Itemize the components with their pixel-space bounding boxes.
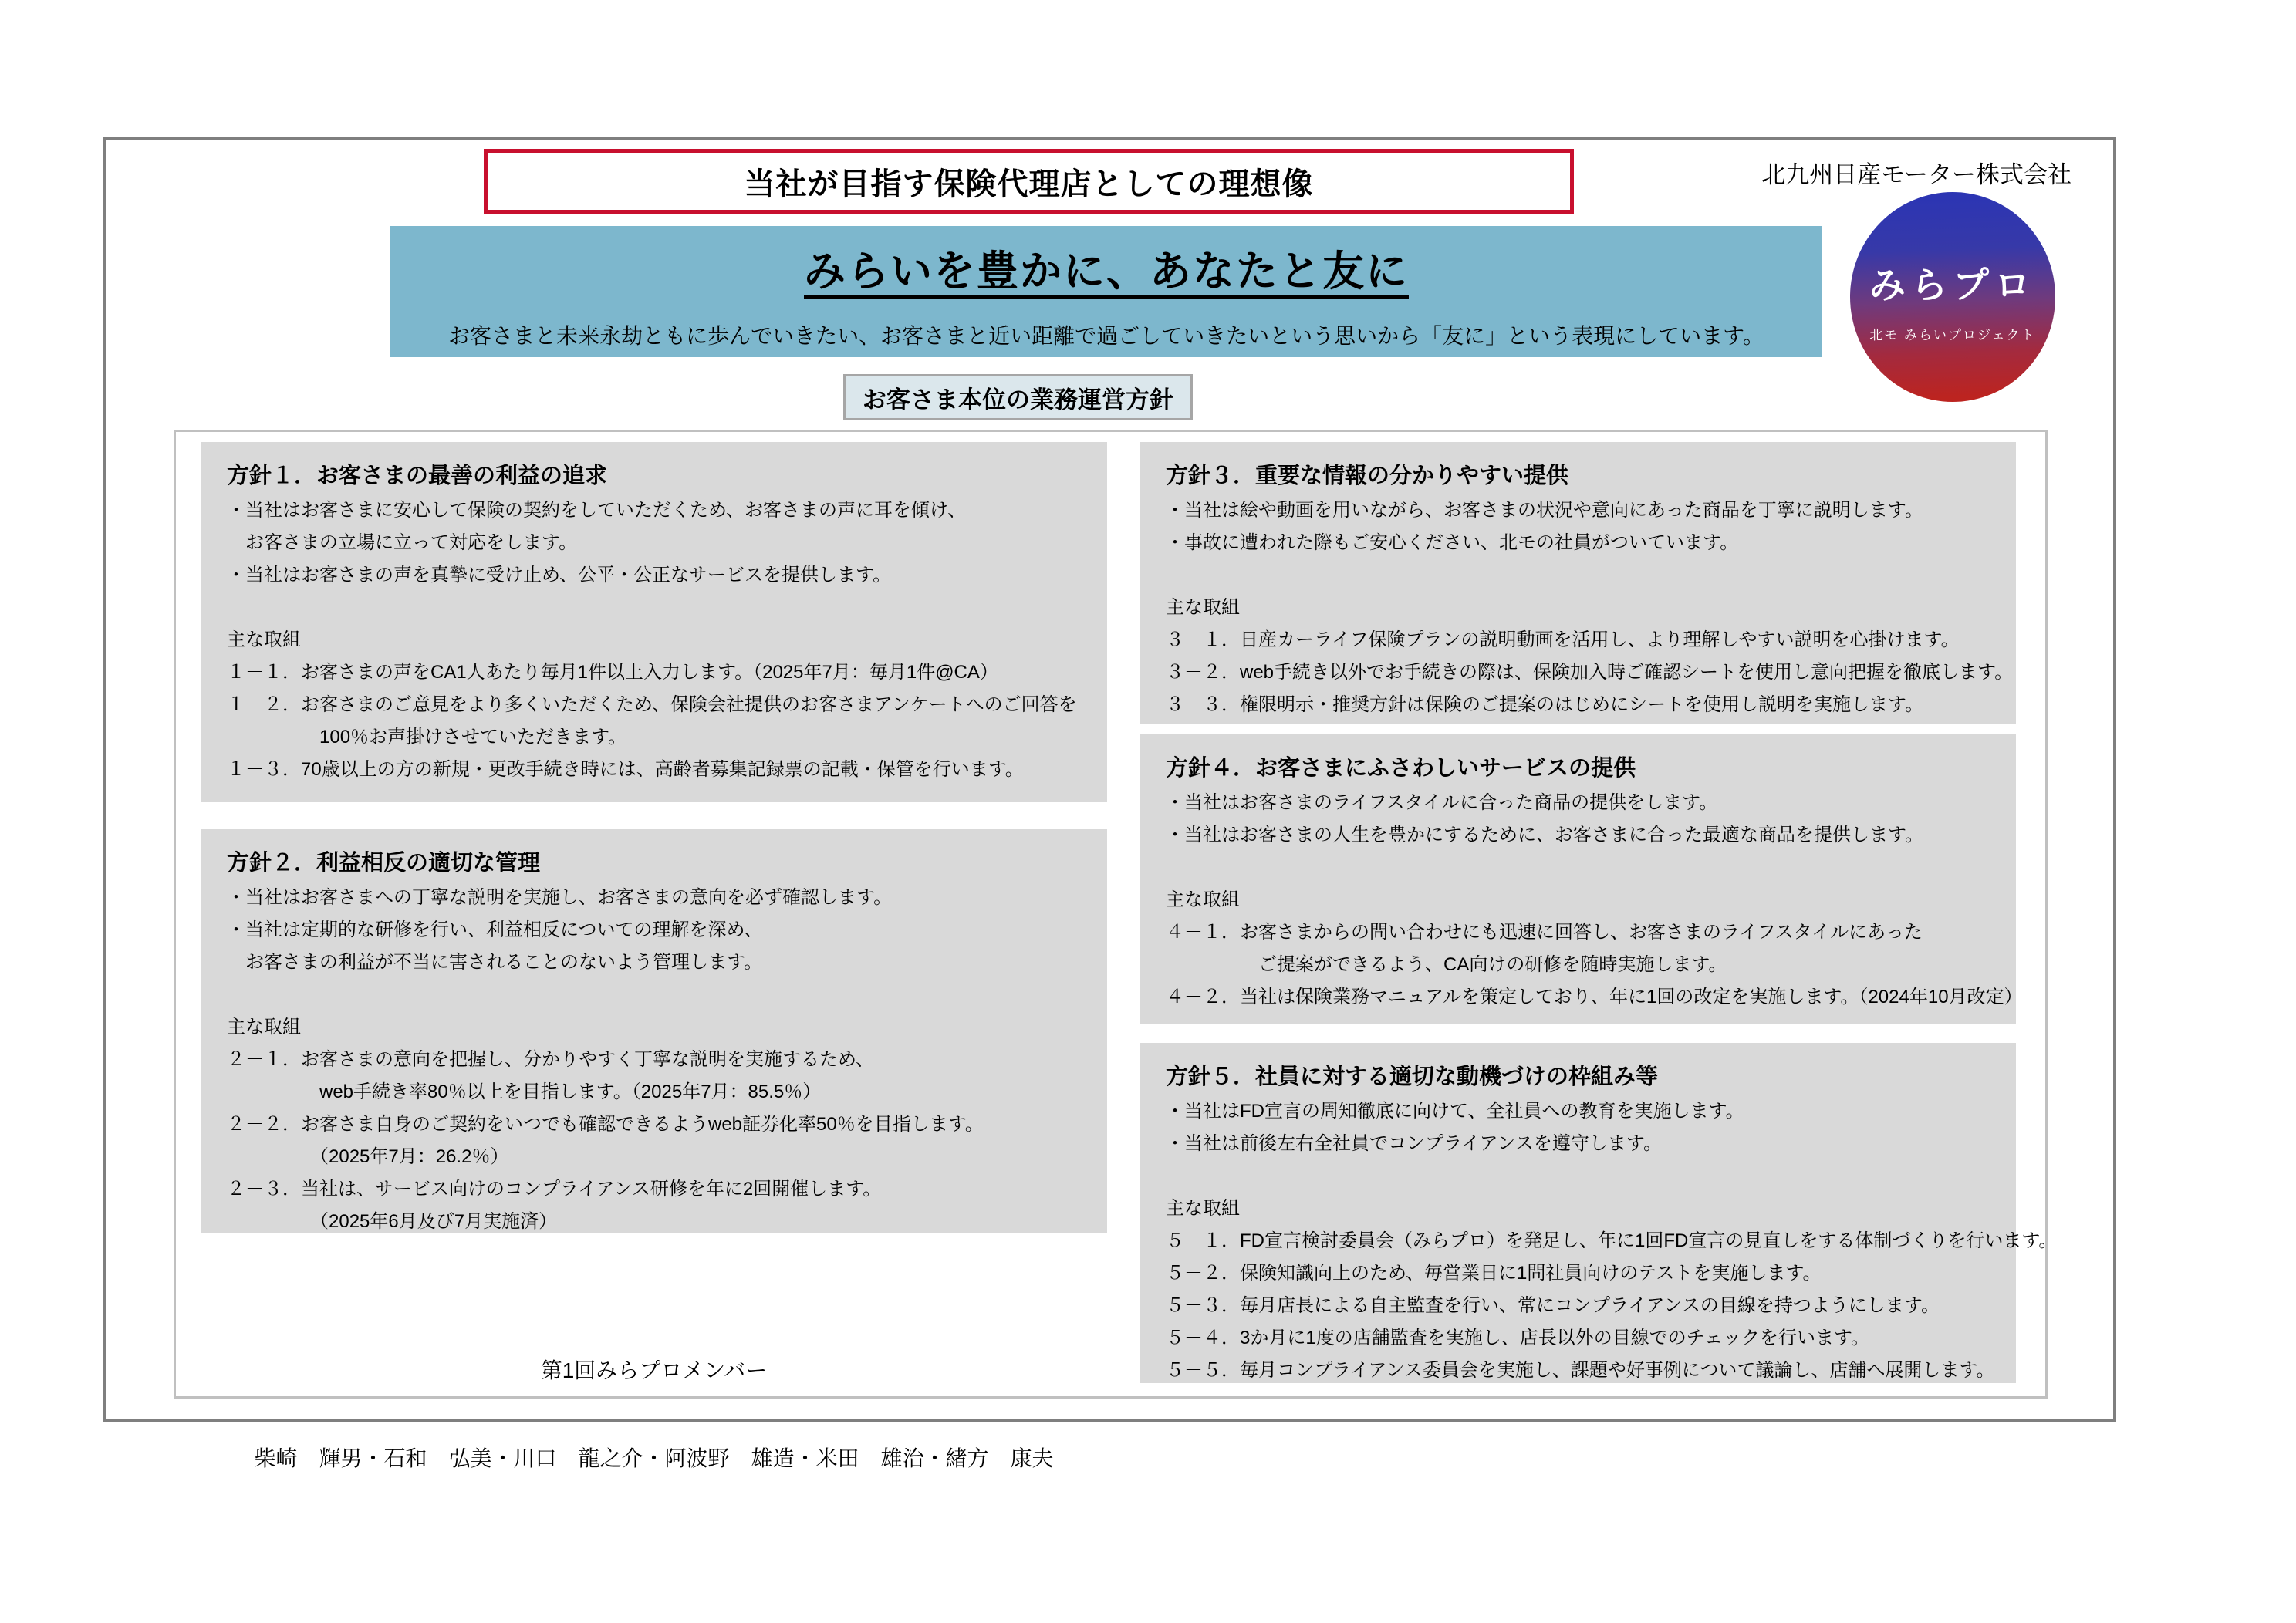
policy-title: 方針３．重要な情報の分かりやすい提供 xyxy=(1166,464,1569,488)
policy-bullet: ・当社はお客さまへの丁寧な説明を実施し、お客さまの意向を必ず確認します。 xyxy=(227,887,893,908)
policy-bullet: お客さまの立場に立って対応をします。 xyxy=(227,532,578,553)
policy-title: 方針５．社員に対する適切な動機づけの枠組み等 xyxy=(1166,1065,1659,1089)
policy-item: ５－２．保険知識向上のため、毎営業日に1問社員向けのテストを実施します。 xyxy=(1166,1263,1822,1284)
policy-bullet: ・事故に遭われた際もご安心ください、北モの社員がついています。 xyxy=(1166,532,1739,553)
policy-item: ３－３．権限明示・推奨方針は保険のご提案のはじめにシートを使用し説明を実施します。 xyxy=(1166,694,1924,715)
policy-bullet: ・当社はお客さまのライフスタイルに合った商品の提供をします。 xyxy=(1166,792,1718,813)
policy-item: （2025年7月：26.2％） xyxy=(227,1146,509,1167)
policy-item: ２－１．お客さまの意向を把握し、分かりやすく丁寧な説明を実施するため、 xyxy=(227,1049,875,1070)
slogan-heading: みらいを豊かに、あなたと友に xyxy=(804,248,1409,295)
policy-item: ２－２．お客さま自身のご契約をいつでも確認できるようweb証券化率50％を目指します。 xyxy=(227,1114,984,1135)
policy-item: １－１．お客さまの声をCA1人あたり毎月1件以上入力します。（2025年7月：毎月1件@CA） xyxy=(227,662,998,683)
members-names: 柴崎 輝男・石和 弘美・川口 龍之介・阿波野 雄造・米田 雄治・緒方 康夫 xyxy=(254,1446,1054,1470)
policy-bullet: ・当社はお客さまの声を真摯に受け止め、公平・公正なサービスを提供します。 xyxy=(227,565,892,585)
policy-bullet: ・当社はお客さまの人生を豊かにするために、お客さまに合った最適な商品を提供します。 xyxy=(1166,825,1924,845)
policy-item: web手続き率80％以上を目指します。（2025年7月：85.5％） xyxy=(227,1081,822,1102)
members-note xyxy=(201,1297,1107,1532)
policy-title: 方針２．利益相反の適切な管理 xyxy=(227,851,541,876)
policy-bullet: ・当社はお客さまに安心して保険の契約をしていただくため、お客さまの声に耳を傾け、 xyxy=(227,500,967,521)
initiatives-label: 主な取組 xyxy=(227,1017,301,1038)
policy-item: １－３．70歳以上の方の新規・更改手続き時には、高齢者募集記録票の記載・保管を行います。 xyxy=(227,759,1024,780)
policy-box-5 xyxy=(1140,1043,2058,1383)
section-header xyxy=(843,374,1193,420)
policy-item: ５－３．毎月店長による自主監査を行い、常にコンプライアンスの目線を持つようにします。 xyxy=(1166,1295,1940,1316)
page-title: 当社が目指す保険代理店としての理想像 xyxy=(744,167,1314,201)
policy-item: ５－１．FD宣言検討委員会（みらプロ）を発足し、年に1回FD宣言の見直しをする体制づくりを行います。 xyxy=(1166,1230,2058,1251)
initiatives-label: 主な取組 xyxy=(1166,597,1240,618)
policy-item: ４－２．当社は保険業務マニュアルを策定しており、年に1回の改定を実施します。（2024年10月改定） xyxy=(1166,987,2023,1007)
logo-main-text: みらプロ xyxy=(1869,265,2036,305)
initiatives-label: 主な取組 xyxy=(227,629,301,650)
policy-bullet: ・当社は定期的な研修を行い、利益相反についての理解を深め、 xyxy=(227,919,763,940)
policy-item: （2025年6月及び7月実施済） xyxy=(227,1211,558,1232)
policy-bullet: お客さまの利益が不当に害されることのないよう管理します。 xyxy=(227,952,763,973)
policy-item: ご提案ができるよう、CA向けの研修を随時実施します。 xyxy=(1166,954,1727,975)
members-title: 第1回みらプロメンバー xyxy=(540,1358,768,1382)
policy-box-4 xyxy=(1140,734,2023,1024)
policy-item: 100％お声掛けさせていただきます。 xyxy=(227,727,627,747)
initiatives-label: 主な取組 xyxy=(1166,1198,1240,1219)
policy-bullet: ・当社は絵や動画を用いながら、お客さまの状況や意向にあった商品を丁寧に説明します。 xyxy=(1166,500,1923,521)
policy-bullet: ・当社は前後左右全社員でコンプライアンスを遵守します。 xyxy=(1166,1133,1662,1154)
policy-item: ５－４．3か月に1度の店舗監査を実施し、店長以外の目線でのチェックを行います。 xyxy=(1166,1328,1870,1348)
policy-title: 方針４．お客さまにふさわしいサービスの提供 xyxy=(1166,756,1636,781)
slogan-banner xyxy=(390,226,1822,357)
policy-item: １－２．お客さまのご意見をより多くいただくため、保険会社提供のお客さまアンケートへのご回答を xyxy=(227,694,1077,715)
policy-box-1 xyxy=(201,442,1107,802)
title-box xyxy=(484,149,1574,214)
policy-title: 方針１．お客さまの最善の利益の追求 xyxy=(227,464,608,488)
policy-bullet: ・当社はFD宣言の周知徹底に向けて、全社員への教育を実施します。 xyxy=(1166,1101,1744,1122)
section-header-label: お客さま本位の業務運営方針 xyxy=(863,386,1173,413)
logo-sub-text: 北モ みらいプロジェクト xyxy=(1869,328,2036,342)
slogan-subtitle: お客さまと未来永劫ともに歩んでいきたい、お客さまと近い距離で過ごしていきたいという思いから「友に」という表現にしています。 xyxy=(448,324,1764,348)
policy-box-3 xyxy=(1140,442,2016,724)
policy-item: ３－１．日産カーライフ保険プランの説明動画を活用し、より理解しやすい説明を心掛けます。 xyxy=(1166,629,1960,650)
policy-box-2 xyxy=(201,829,1107,1233)
mirapro-logo xyxy=(1850,192,2055,402)
initiatives-label: 主な取組 xyxy=(1166,889,1240,910)
policy-item: ５－５．毎月コンプライアンス委員会を実施し、課題や好事例について議論し、店舗へ展開します。 xyxy=(1166,1360,1995,1381)
policy-item: ３－２．web手続き以外でお手続きの際は、保険加入時ご確認シートを使用し意向把握を徹底します。 xyxy=(1166,662,2014,683)
policy-item: ２－３．当社は、サービス向けのコンプライアンス研修を年に2回開催します。 xyxy=(227,1179,882,1200)
policy-item: ４－１．お客さまからの問い合わせにも迅速に回答し、お客さまのライフスタイルにあった xyxy=(1166,922,1923,943)
company-name: 北九州日産モーター株式会社 xyxy=(1761,161,2071,188)
